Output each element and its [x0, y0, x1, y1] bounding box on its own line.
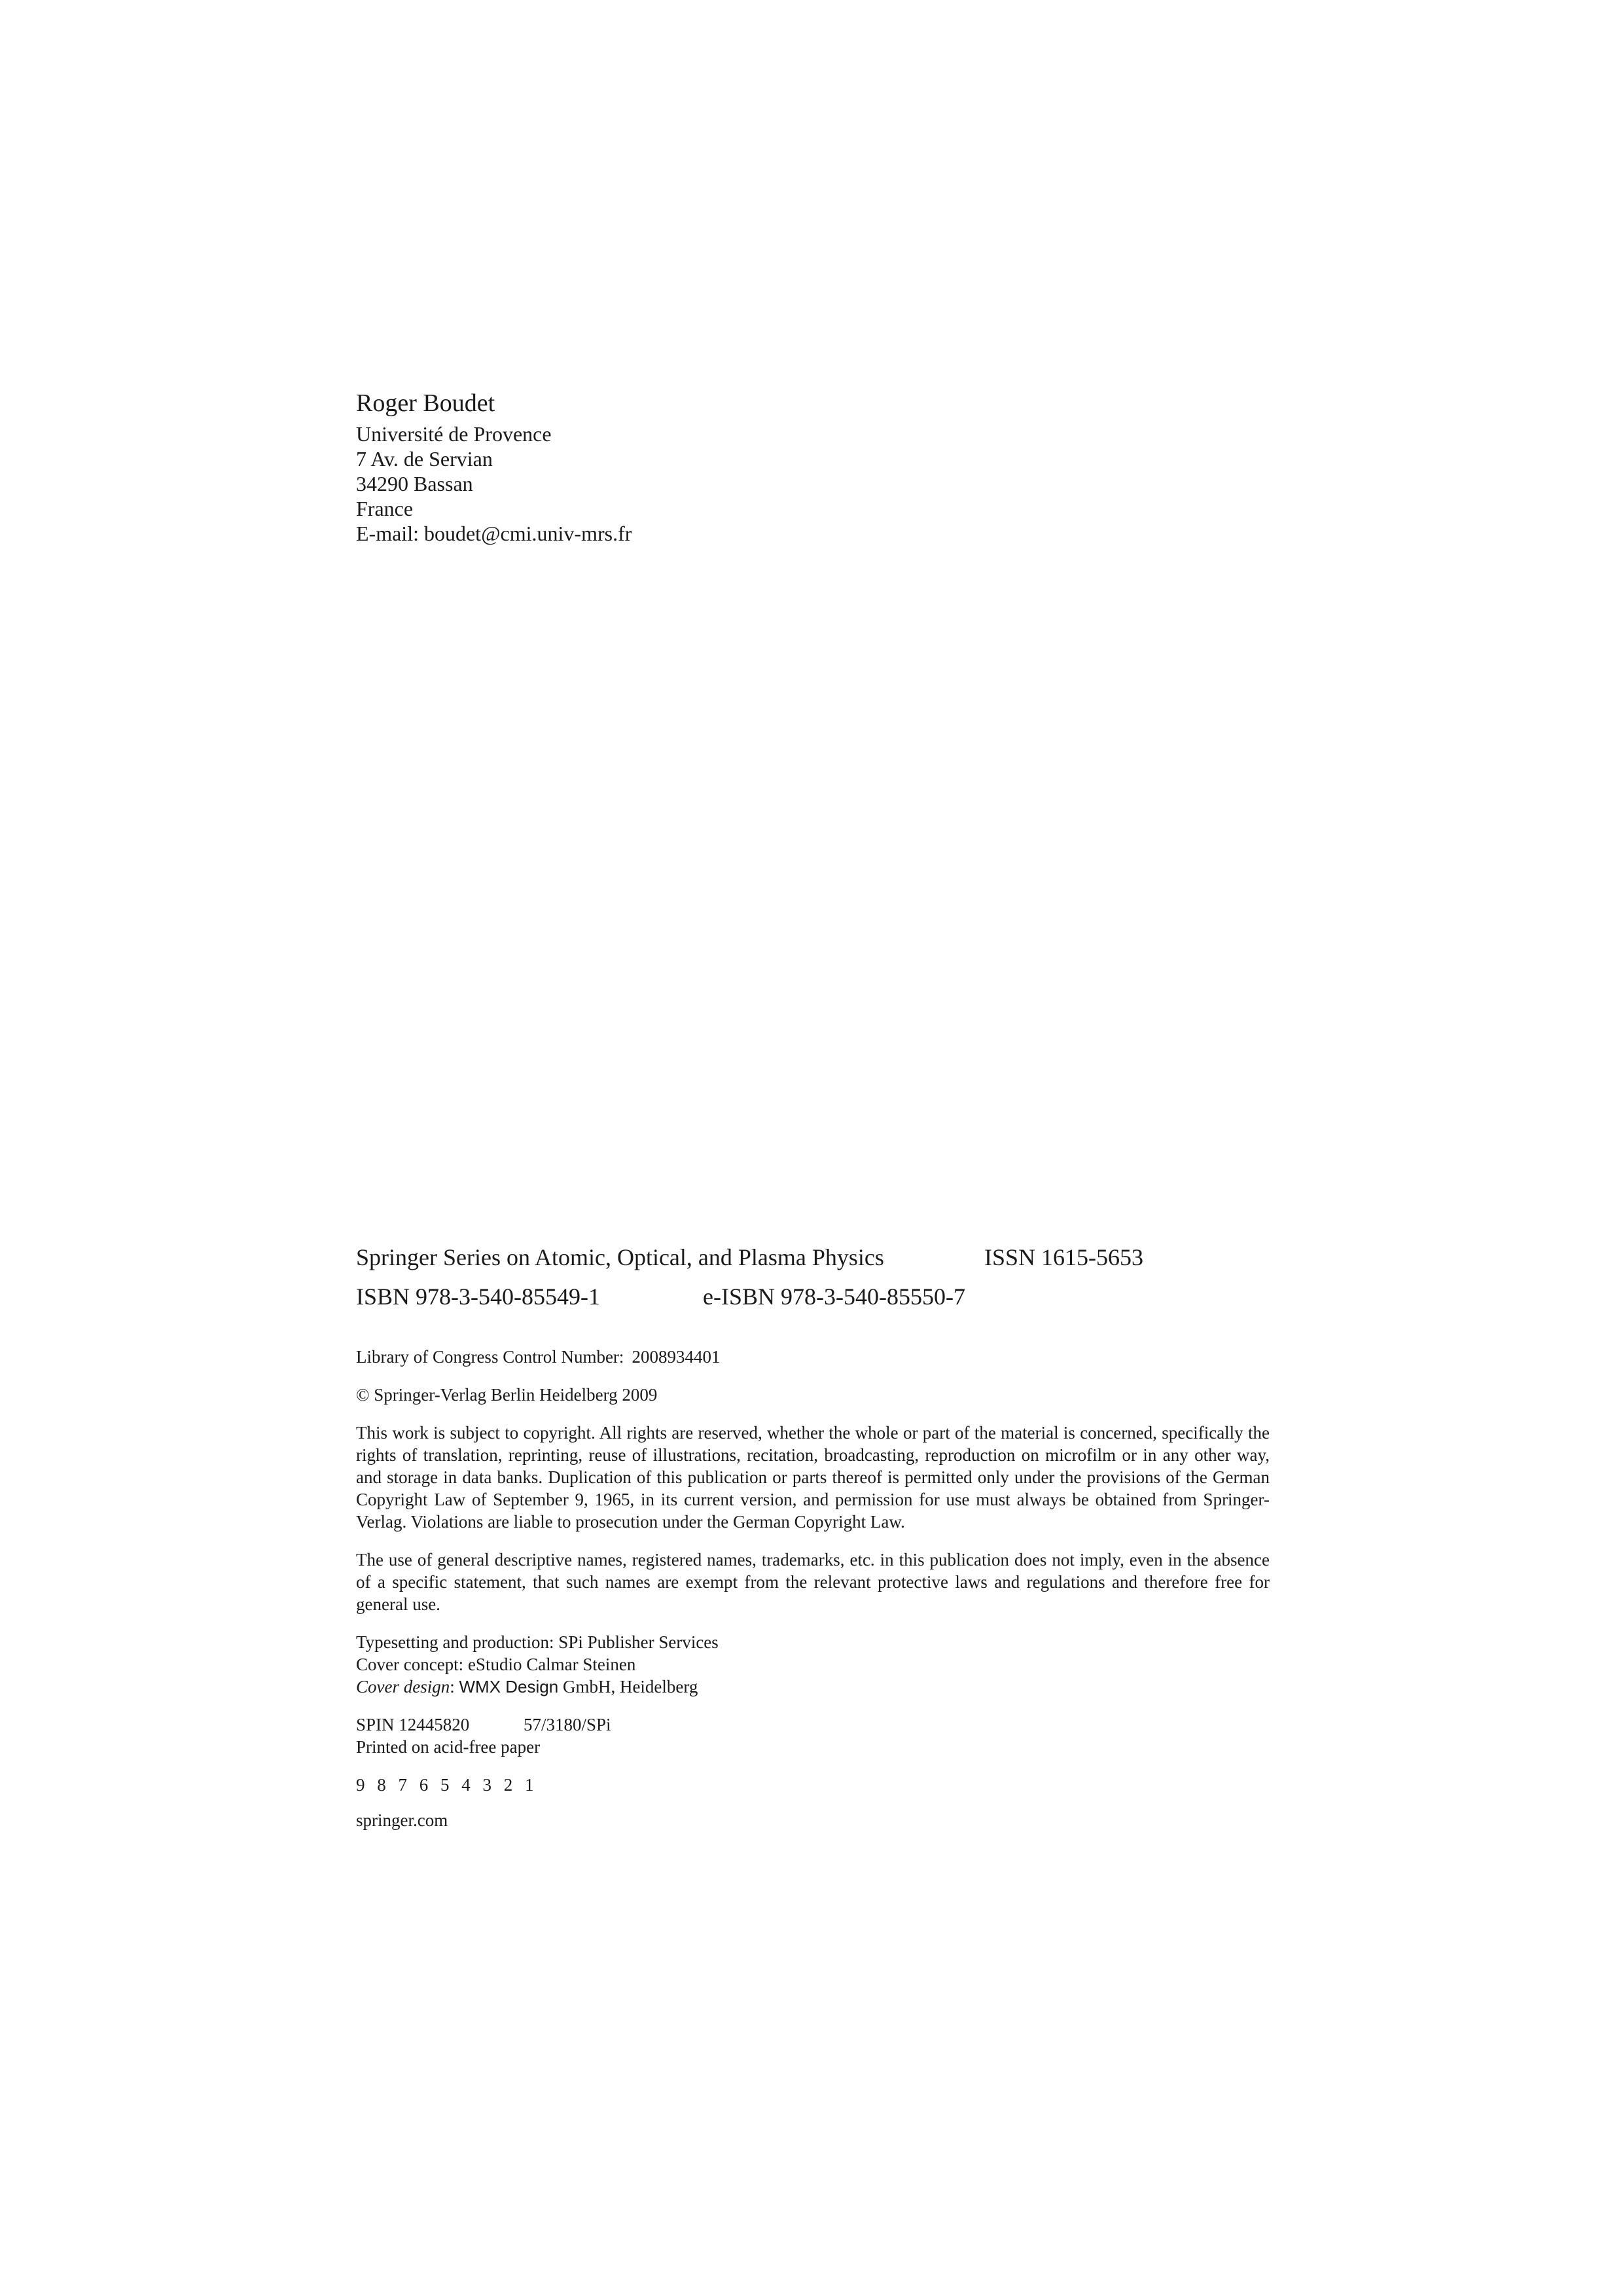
e-isbn: e-ISBN 978-3-540-85550-7 — [703, 1283, 965, 1310]
typesetting-credit: Typesetting and production: SPi Publisher Services — [356, 1632, 719, 1652]
cover-concept-credit: Cover concept: eStudio Calmar Steinen — [356, 1655, 636, 1674]
cover-design-label: Cover design — [356, 1677, 450, 1696]
series-name: Springer Series on Atomic, Optical, and Plasma Physics — [356, 1244, 884, 1270]
address-line: 7 Av. de Servian — [356, 447, 493, 471]
names-paragraph: The use of general descriptive names, registered names, trademarks, etc. in this publication does not imply, even in the absence of a specific statement, that such names are exempt from the relevant protective laws and regulations and therefore free for general use. — [356, 1550, 1270, 1614]
isbn-row — [356, 1282, 1270, 1312]
copyright-paragraph: This work is subject to copyright. All rights are reserved, whether the whole or part of the material is concerned, specifically the rights of translation, reprinting, reuse of illustrations, recitation, broadcasting, reproduction on microfilm or in any other way, and storage in data banks. Duplication of this publication or parts thereof is permitted only under the provisions of the German Copyright Law of September 9, 1965, in its current version, and permission for use must always be obtained from Springer-Verlag. Violations are liable to prosecution under the German Copyright Law. — [356, 1423, 1270, 1532]
spin-block — [356, 1713, 1270, 1758]
copyright-line: © Springer-Verlag Berlin Heidelberg 2009 — [356, 1385, 658, 1405]
author-block — [356, 387, 1272, 546]
address-line: Université de Provence — [356, 422, 552, 446]
cover-design-rest: GmbH, Heidelberg — [558, 1677, 698, 1696]
spin-code: 57/3180/SPi — [524, 1715, 611, 1734]
spin-row — [356, 1713, 1270, 1736]
website: springer.com — [356, 1810, 448, 1830]
paper-note: Printed on acid-free paper — [356, 1737, 541, 1757]
cover-design-separator: : — [450, 1677, 459, 1696]
lccn-label: Library of Congress Control Number: — [356, 1347, 624, 1367]
cover-design-credit — [356, 1676, 1270, 1698]
cover-design-wmx: WMX Design — [459, 1677, 559, 1696]
address-line: 34290 Bassan — [356, 472, 473, 495]
isbn: ISBN 978-3-540-85549-1 — [356, 1283, 600, 1310]
lccn-number: 2008934401 — [632, 1347, 721, 1367]
series-row — [356, 1242, 1270, 1272]
credits — [356, 1631, 1270, 1698]
issn: ISSN 1615-5653 — [984, 1244, 1144, 1270]
lccn-line — [356, 1346, 1270, 1368]
imprint-block — [356, 1242, 1270, 1831]
email-line: E-mail: boudet@cmi.univ-mrs.fr — [356, 522, 632, 545]
print-numbers: 9 8 7 6 5 4 3 2 1 — [356, 1775, 538, 1795]
author-name: Roger Boudet — [356, 389, 495, 417]
address-line: France — [356, 497, 414, 520]
spin-id: SPIN 12445820 — [356, 1715, 470, 1734]
